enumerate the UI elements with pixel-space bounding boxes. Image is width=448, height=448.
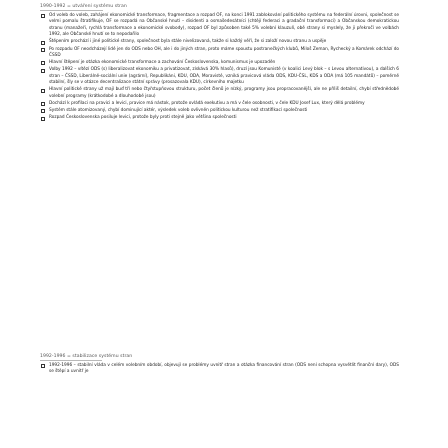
section-heading: 1992-1996 = stabilizace systému stran — [40, 354, 133, 359]
list-item-text: Dochází k profilaci na pravici a levici, pravice má nástok, protože ovládá exekutivu a má v čele osobnosti, v čele KDU Josef Lux, který dělá problémy — [49, 101, 365, 107]
list-item — [41, 47, 399, 60]
checkbox-bullet-icon — [41, 69, 45, 73]
list-item-text: Hlavní politické strany už mají buď tří nebo čtyřstupňovou strukturu, počet členů je nízký, programy jsou propracovanější, ale ne příliš detailní, chybí střednědobé volební programy (krátkodobé a dlouhodobé jsou) — [49, 87, 399, 99]
list-item — [41, 60, 399, 66]
checkbox-bullet-icon — [41, 109, 45, 113]
list-item-text: Rozpad Československa posiluje levici, protože byly proti stejně jako většina společnosti — [49, 115, 237, 121]
list-item-text: Od voleb do voleb, zahájení ekonomické transformace, fragmentace a rozpad OF, na konci 1991 zablokování politického systému na federální úrovni, společnost se velmi pomalu štratifikuje, OF se rozpadá na Občanské hnutí – disidenti a osmašedesátníci (chtějí federaci a gradační transformaci) a Občanskou demokratickou stranu (manažeři, rychlá transformace a ekonomické svobody), rozpad OF byl způsoben také 5% volební klauzulí, obě strany si myslely, že ji překročí ve volbách 1992, ale Občanské hnutí se to nepodařilo — [49, 13, 399, 38]
list-item — [41, 67, 399, 86]
checkbox-bullet-icon — [41, 117, 45, 121]
list-item — [41, 87, 399, 100]
bullet-list — [41, 13, 399, 123]
checkbox-bullet-icon — [41, 102, 45, 106]
checkbox-bullet-icon — [41, 48, 45, 52]
list-item — [41, 115, 399, 121]
list-item-text: Po rozpadu OF neodcházejí lidé jen do ODS nebo OH, ale i do jiných stran, proto máme spoustu postranečkých klubů, Miloš Zeman, Rychecký a Komárek odchází do ČSSD — [49, 46, 399, 59]
bullet-list — [41, 363, 399, 377]
list-item — [41, 13, 399, 39]
checkbox-bullet-icon — [41, 364, 45, 368]
checkbox-bullet-icon — [41, 61, 45, 65]
list-item-text: Volby 1992 – vítězí ODS (s) liberalizovat ekonomiku a privatizovat, získává 30% hlasů), druzí jsou Komunisté (v koalici Levý blok – s Levou alternativou), a dalších 6 stran – ČSSD, Liberálně-sociální unie (agrární), Republikáni, KDU, ODA, Moravisté, vzniká pravicová vláda ODS, KDU-ČSL, KDS a ODA (má 105 mandátů) – poměrně stabilní, šly se v otázce decentralizace státní správy (prosazovala KDU), církevního majetku — [49, 67, 399, 86]
list-item — [41, 108, 399, 114]
list-item-text: Systém stále atomizovaný, chybí dominující aktér, výsledek voleb ovlivněn politickou kulturou než stratifikací společnosti — [49, 108, 308, 114]
checkbox-bullet-icon — [41, 41, 45, 45]
section-heading: 1990-1992 = utváření systému stran — [40, 4, 127, 9]
list-item-text: Hlavní štěpení je otázka ekonomické transformace a zachování Československa, komunismus je upozaděn — [49, 60, 276, 66]
list-item-text: Štěpením prochází i jiné politické strany, společnost byla stále nivelizovaná, takže si každý věří, že si založí novou stranu a uspěje — [49, 39, 327, 45]
list-item-text: 1992-1996 – stabilní vláda v celém volebním období, objevují se problémy uvnitř stran a otázka financování stran (ODS není schopna vysvětlit finanční dary), ODS se štěpí a uvnitř je — [49, 363, 399, 375]
checkbox-bullet-icon — [41, 14, 45, 18]
list-item — [41, 39, 399, 45]
list-item — [41, 101, 399, 107]
checkbox-bullet-icon — [41, 89, 45, 93]
list-item — [41, 363, 399, 376]
